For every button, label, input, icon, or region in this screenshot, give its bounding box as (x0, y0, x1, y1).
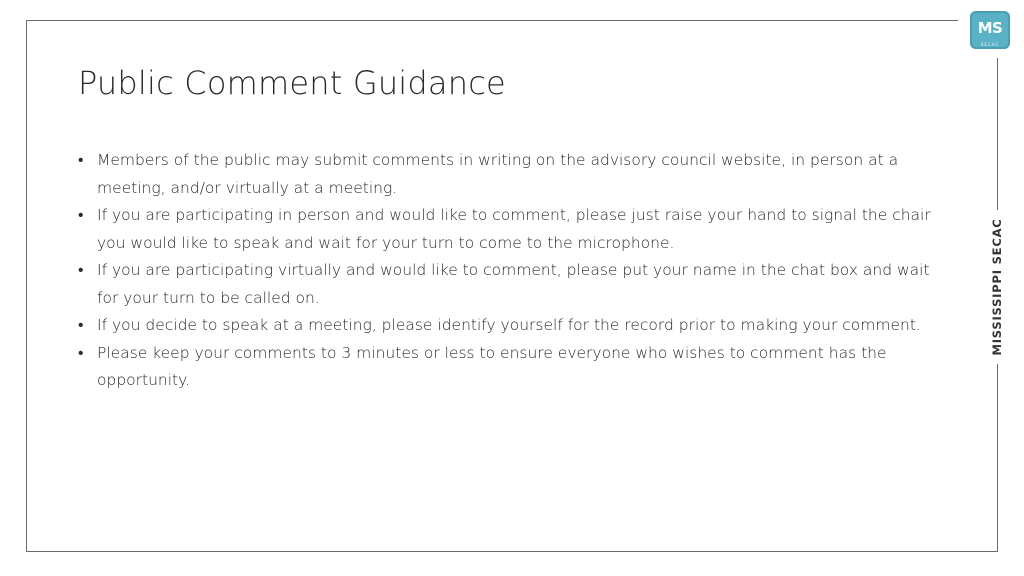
frame-right-lower-line (997, 364, 998, 552)
ms-secac-logo (970, 11, 1010, 49)
bullet-item: • Please keep your comments to 3 minutes or less to ensure everyone who wishes to comment has the opportunity. (78, 340, 948, 395)
logo-subtext: SECAC (980, 42, 1000, 47)
bullet-item: • If you are participating in person and would like to comment, please just raise your hand to signal the chair you would like to speak and wait for your turn to come to the microphone. (78, 202, 948, 257)
bullet-item: • If you decide to speak at a meeting, please identify yourself for the record prior to making your comment. (78, 312, 948, 340)
bullet-item: • Members of the public may submit comments in writing on the advisory council website, in person at a meeting, and/or virtually at a meeting. (78, 147, 948, 202)
side-label: MISSISSIPPI SECAC (990, 218, 1004, 356)
frame-bottom-line (26, 551, 998, 552)
slide-title: Public Comment Guidance (78, 64, 506, 102)
frame-top-line (26, 20, 958, 21)
frame-right-upper-line (997, 58, 998, 210)
bullet-list (78, 147, 948, 395)
logo-text: MS (977, 19, 1003, 37)
bullet-item: • If you are participating virtually and would like to comment, please put your name in the chat box and wait for your turn to be called on. (78, 257, 948, 312)
frame-left-line (26, 20, 27, 552)
